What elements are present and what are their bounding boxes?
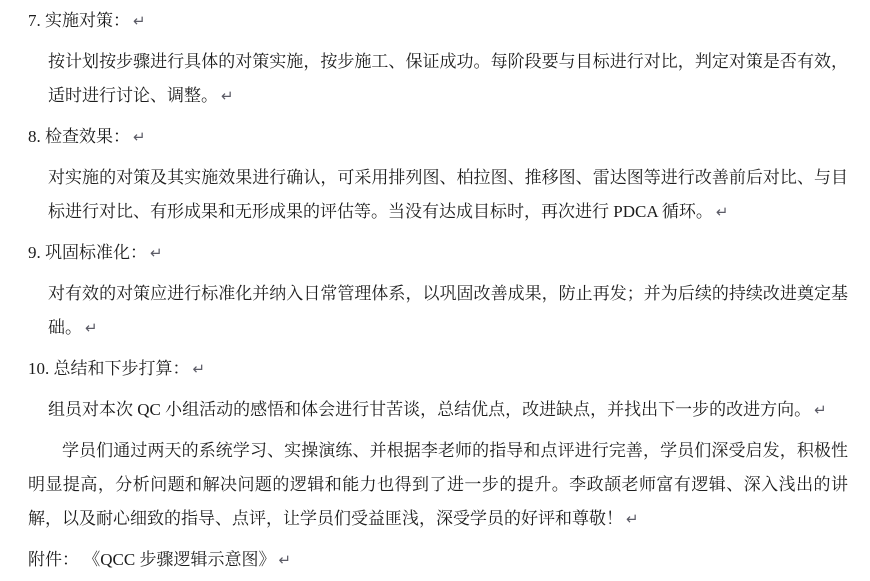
section-10-heading	[28, 352, 848, 386]
section-9-body	[48, 277, 848, 345]
section-7-heading-text: 7. 实施对策：	[28, 11, 130, 30]
section-9-heading	[28, 236, 848, 270]
section-7-body	[48, 45, 848, 113]
paragraph-mark-icon: ↵	[626, 510, 639, 528]
section-10-body	[48, 393, 848, 427]
paragraph-mark-icon: ↵	[192, 360, 206, 378]
section-7-body-text: 按计划按步骤进行具体的对策实施，按步施工、保证成功。每阶段要与目标进行对比，判定对策是否有效，适时进行讨论、调整。	[48, 52, 848, 105]
section-9-body-text: 对有效的对策应进行标准化并纳入日常管理体系，以巩固改善成果，防止再发；并为后续的持续改进奠定基础。	[48, 284, 848, 337]
section-9-heading-text: 9. 巩固标准化：	[28, 243, 147, 262]
section-8-heading-text: 8. 检查效果：	[28, 127, 130, 146]
closing-summary-paragraph	[28, 434, 848, 536]
section-8-body	[48, 161, 848, 229]
section-8-heading	[28, 120, 848, 154]
paragraph-mark-icon: ↵	[85, 319, 98, 337]
paragraph-mark-icon: ↵	[150, 244, 163, 262]
paragraph-mark-icon: ↵	[814, 401, 827, 419]
section-8-body-text: 对实施的对策及其实施效果进行确认，可采用排列图、柏拉图、推移图、雷达图等进行改善前后对比、与目标进行对比、有形成果和无形成果的评估等。当没有达成目标时，再次进行 PDCA 循环。	[48, 168, 848, 221]
section-10-body-text: 组员对本次 QC 小组活动的感悟和体会进行甘苦谈，总结优点，改进缺点，并找出下一步的改进方向。	[48, 400, 812, 419]
paragraph-mark-icon: ↵	[133, 128, 146, 146]
closing-summary-text: 学员们通过两天的系统学习、实操演练、并根据李老师的指导和点评进行完善，学员们深受启发，积极性明显提高，分析问题和解决问题的逻辑和能力也得到了进一步的提升。李政颉老师富有逻辑、深入浅出的讲解，以及耐心细致的指导、点评，让学员们受益匪浅，深受学员的好评和尊敬！	[28, 441, 848, 528]
paragraph-mark-icon: ↵	[133, 12, 146, 30]
attachment-line	[28, 543, 848, 577]
attachment-text: 附件： 《QCC 步骤逻辑示意图》	[28, 550, 276, 569]
section-7-heading	[28, 4, 848, 38]
section-10-heading-text: 10. 总结和下步打算：	[28, 359, 190, 378]
paragraph-mark-icon: ↵	[221, 87, 234, 105]
paragraph-mark-icon: ↵	[715, 203, 729, 221]
paragraph-mark-icon: ↵	[278, 551, 292, 569]
